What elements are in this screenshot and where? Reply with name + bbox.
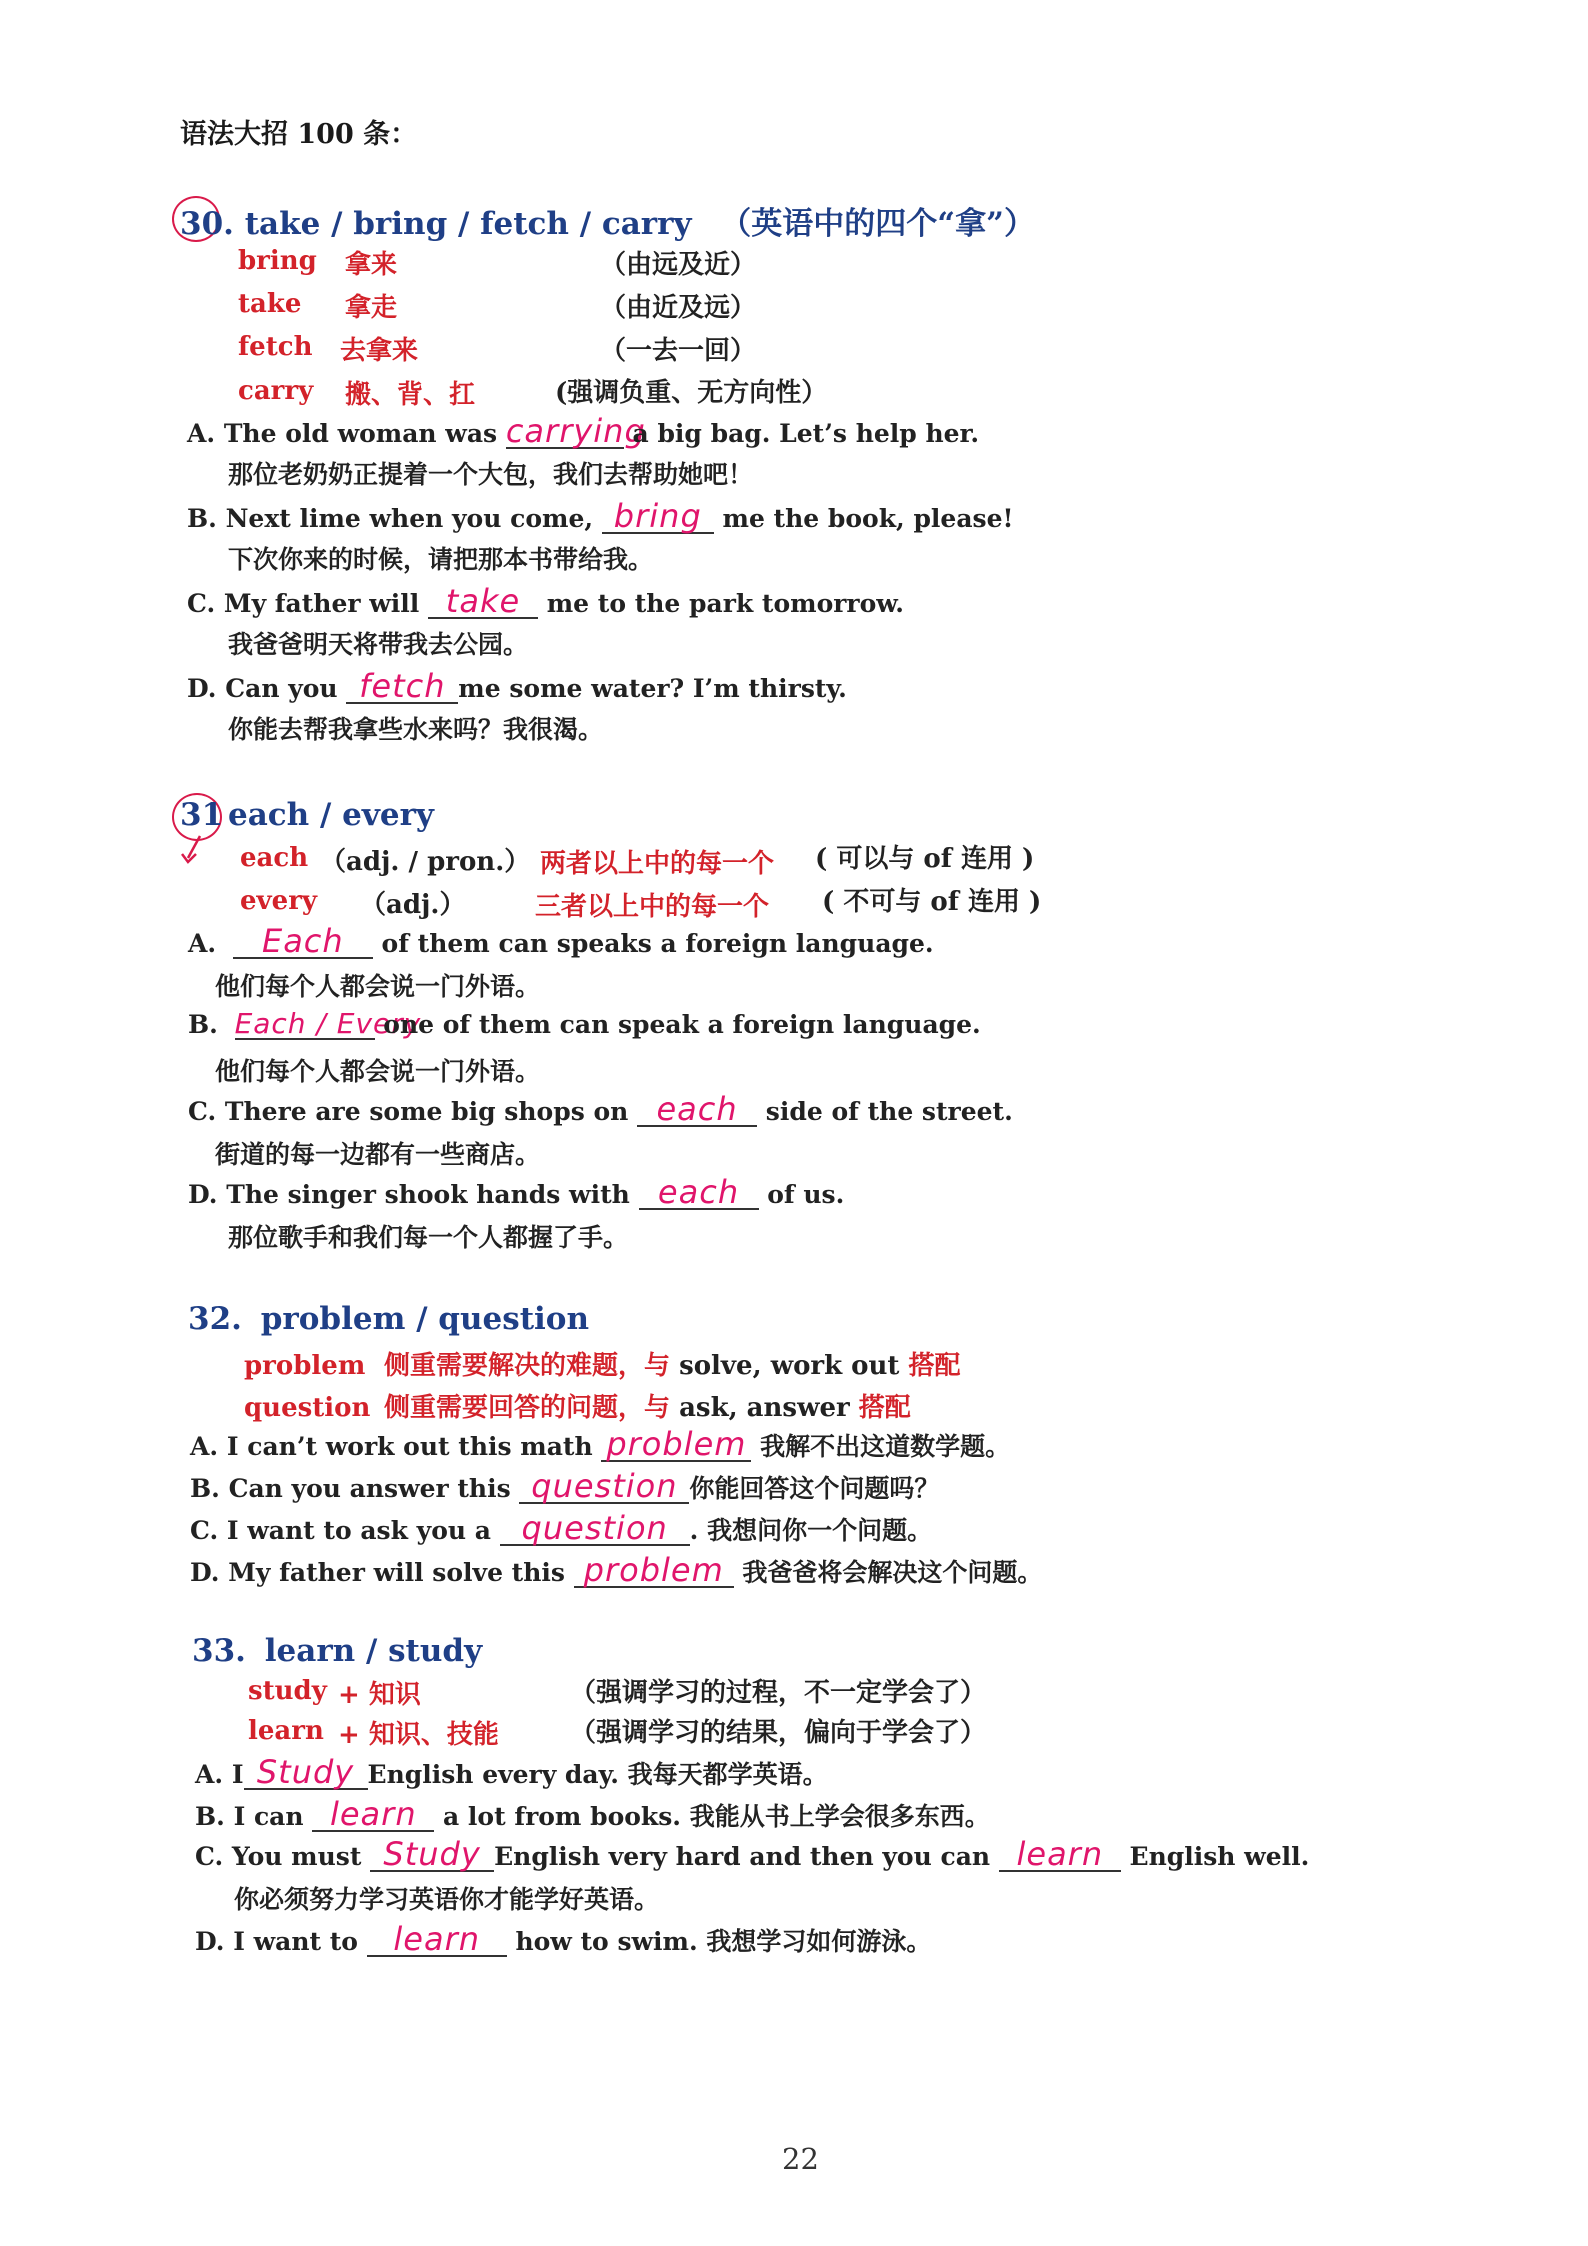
handwritten-answer: bring [613, 497, 702, 535]
def-note: （一去一回） [600, 336, 757, 366]
def-meaning: 三者以上中的每一个 [535, 892, 770, 922]
def-note: ( 不可与 of 连用 ) [822, 887, 1042, 917]
handwritten-answer: Study [256, 1753, 355, 1791]
example-translation: 他们每个人都会说一门外语。 [215, 1057, 541, 1086]
def-meaning: 拿走 [345, 293, 398, 323]
example-translation: 下次你来的时候，请把那本书带给我。 [228, 545, 654, 574]
def-meaning: 两者以上中的每一个 [540, 849, 775, 879]
handwritten-answer: carrying [505, 412, 646, 450]
arrow-icon [178, 832, 218, 872]
section-33-number: 33. [192, 1633, 246, 1669]
handwritten-answer: problem [606, 1425, 747, 1463]
def-meaning: 拿来 [345, 250, 398, 280]
section-33-title: learn / study [264, 1633, 483, 1669]
def-word: bring [238, 246, 317, 276]
example-translation: 那位歌手和我们每一个人都握了手。 [228, 1223, 629, 1252]
def-word: each [240, 843, 309, 873]
example: C. I want to ask you a question . 我想问你一个问题。 [190, 1509, 933, 1547]
example: D. Can you fetch me some water? I’m thirsty. [187, 667, 847, 705]
example: A. Each of them can speaks a foreign language. [188, 922, 934, 960]
def-note: （由近及远） [600, 293, 757, 323]
handwritten-answer: Study [383, 1835, 481, 1873]
def-meaning: + 知识 [338, 1680, 421, 1710]
example-translation: 你必须努力学习英语你才能学好英语。 [234, 1885, 660, 1914]
example: A. I Study English every day. 我每天都学英语。 [195, 1753, 828, 1791]
section-32-title: problem / question [260, 1301, 590, 1337]
section-31-number: 31 [180, 797, 224, 833]
example: A. I can’t work out this math problem 我解不出这道数学题。 [190, 1425, 1011, 1463]
page-title: 语法大招 100 条： [180, 119, 418, 150]
example: C. There are some big shops on each side of the street. [188, 1090, 1013, 1128]
handwritten-answer: learn [1016, 1835, 1104, 1873]
example: D. The singer shook hands with each of us. [188, 1173, 845, 1211]
def-word: fetch [238, 332, 313, 362]
example: A. The old woman was carrying a big bag. Let’s help her. [187, 412, 980, 450]
handwritten-answer: learn [393, 1920, 481, 1958]
example: B. Next lime when you come, bring me the book, please! [187, 497, 1014, 535]
def-row: problem 侧重需要解决的难题，与 solve, work out 搭配 [244, 1351, 961, 1381]
handwritten-answer: question [531, 1467, 678, 1505]
handwritten-answer: problem [583, 1551, 724, 1589]
def-note: （强调学习的过程，不一定学会了） [570, 1678, 987, 1708]
example: C. You must Study English very hard and then you can learn English well. [195, 1835, 1310, 1873]
def-meaning: 搬、背、扛 [345, 380, 476, 410]
def-note: （强调学习的结果，偏向于学会了） [570, 1718, 987, 1748]
example-translation: 街道的每一边都有一些商店。 [215, 1140, 541, 1169]
section-31-title: each / every [228, 797, 434, 833]
def-meaning: + 知识、技能 [338, 1720, 499, 1750]
def-note: （由远及近） [600, 250, 757, 280]
example-translation: 你能去帮我拿些水来吗？我很渴。 [228, 715, 604, 744]
handwritten-answer: Each [261, 922, 344, 960]
example-translation: 我爸爸明天将带我去公园。 [228, 630, 529, 659]
section-33-heading [192, 1633, 482, 1669]
example: B. Can you answer this question 你能回答这个问题吗？ [190, 1467, 940, 1505]
section-30-number: 30 [180, 206, 224, 242]
def-pos: （adj. / pron.） [320, 847, 531, 877]
handwritten-answer: take [445, 582, 521, 620]
page-number: 22 [782, 2142, 819, 2176]
handwritten-answer: question [521, 1509, 668, 1547]
example: D. I want to learn how to swim. 我想学习如何游泳。 [195, 1920, 932, 1958]
def-row: question 侧重需要回答的问题，与 ask, answer 搭配 [244, 1393, 911, 1423]
def-word: learn [248, 1716, 324, 1746]
example: C. My father will take me to the park tomorrow. [187, 582, 904, 620]
handwritten-answer: fetch [359, 667, 446, 705]
def-note: (强调负重、无方向性） [555, 378, 828, 408]
example: B. I can learn a lot from books. 我能从书上学会很多东西。 [195, 1795, 990, 1833]
example-translation: 那位老奶奶正提着一个大包，我们去帮助她吧！ [228, 460, 754, 489]
def-meaning: 去拿来 [340, 336, 419, 366]
section-32-heading [188, 1301, 589, 1337]
section-32-number: 32. [188, 1301, 242, 1337]
section-31-heading [180, 797, 434, 833]
example: D. My father will solve this problem 我爸爸将会解决这个问题。 [190, 1551, 1043, 1589]
example: B. Each / Every one of them can speak a foreign language. [188, 1007, 981, 1040]
section-30-heading [180, 198, 1035, 243]
def-note: ( 可以与 of 连用 ) [815, 844, 1035, 874]
handwritten-answer: learn [329, 1795, 417, 1833]
handwritten-answer: Each / Every [234, 1007, 422, 1040]
def-word: every [240, 886, 317, 916]
handwritten-answer: each [657, 1173, 740, 1211]
def-word: study [248, 1676, 327, 1706]
def-word: take [238, 289, 302, 319]
def-word: carry [238, 376, 314, 406]
def-pos: （adj.） [360, 890, 466, 920]
section-30-note: （英语中的四个“拿”） [720, 206, 1035, 242]
section-30-title: . take / bring / fetch / carry [223, 206, 692, 242]
handwritten-answer: each [656, 1090, 738, 1128]
example-translation: 他们每个人都会说一门外语。 [215, 972, 541, 1001]
